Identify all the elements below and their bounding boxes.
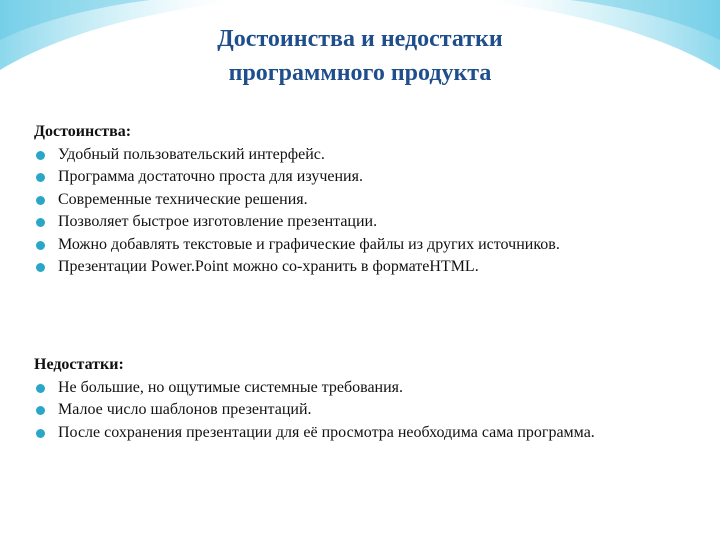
list-item (34, 256, 670, 279)
bullet-icon (36, 406, 45, 415)
bullet-icon (36, 241, 45, 250)
bullet-icon (36, 218, 45, 227)
bullet-icon (36, 196, 45, 205)
bullet-icon (36, 263, 45, 272)
list-item-text: Не большие, но ощутимые системные требования. (58, 378, 404, 396)
slide-title (110, 22, 610, 90)
list-item-text: Презентации Power.Point можно со-хранить в форматеHTML. (58, 258, 479, 275)
disadvantages-list (34, 377, 670, 445)
list-item (34, 189, 670, 212)
advantages-heading: Достоинства: (34, 123, 132, 140)
list-item-text: Малое число шаблонов презентаций. (58, 401, 312, 418)
advantages-list (34, 144, 670, 279)
bullet-icon (36, 173, 45, 182)
advantages-section (34, 121, 670, 279)
list-item-text: Современные технические решения. (58, 190, 308, 208)
slide-title-line-2: программного продукта (228, 60, 492, 86)
bullet-icon (36, 429, 45, 438)
list-item-text: После сохранения презентации для её просмотра необходима сама программа. (58, 423, 595, 441)
list-item-text: Позволяет быстрое изготовление презентации. (58, 213, 378, 230)
bullet-icon (36, 384, 45, 393)
list-item (34, 144, 670, 167)
list-item-text: Можно добавлять текстовые и графические файлы из других источников. (58, 235, 560, 253)
list-item-text: Удобный пользовательский интерфейс. (58, 145, 325, 163)
slide-title-line-1: Достоинства и недостатки (217, 26, 503, 52)
disadvantages-heading: Недостатки: (34, 356, 124, 373)
list-item (34, 377, 670, 400)
list-item (34, 234, 670, 257)
bullet-icon (36, 151, 45, 160)
list-item (34, 422, 670, 445)
list-item-text: Программа достаточно проста для изучения. (58, 168, 363, 185)
list-item (34, 399, 670, 422)
disadvantages-section (34, 354, 670, 444)
list-item (34, 166, 670, 189)
list-item (34, 211, 670, 234)
